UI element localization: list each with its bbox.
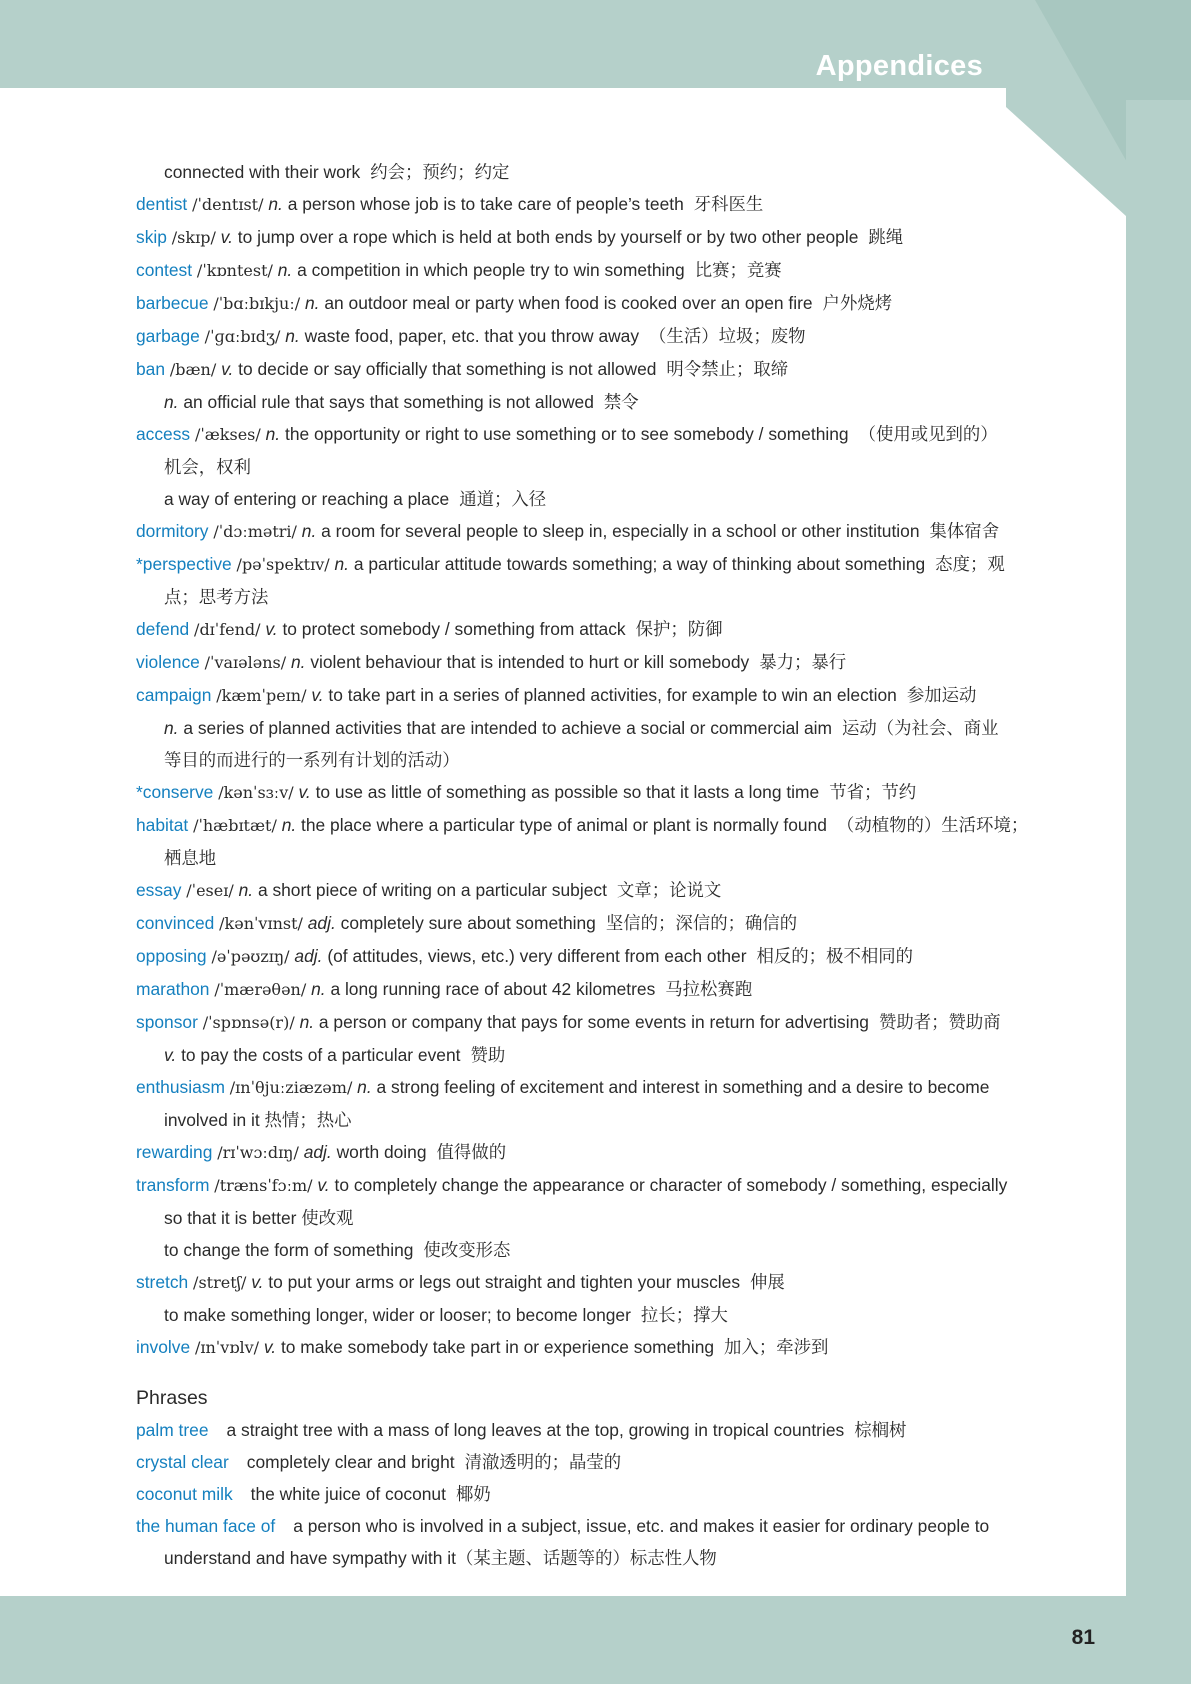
entry-line: [136, 1136, 1088, 1169]
pronunciation: /ˈɡɑːbɪdʒ/: [204, 327, 281, 346]
phrase-line: [136, 1510, 1088, 1542]
pronunciation: /trænsˈfɔːm/: [214, 1176, 313, 1195]
dictionary-entry: [136, 907, 1088, 940]
part-of-speech: n.: [277, 260, 293, 280]
headword: barbecue: [136, 293, 209, 313]
right-margin-band: [1126, 100, 1191, 1684]
part-of-speech: n.: [290, 652, 306, 672]
pronunciation: /ˈmærəθən/: [214, 980, 307, 999]
headword: convinced: [136, 913, 215, 933]
definition: a long running race of about 42 kilometres: [330, 979, 656, 999]
entry-line: [136, 907, 1088, 940]
definition: a competition in which people try to win something: [297, 260, 685, 280]
headword: ban: [136, 359, 166, 379]
definition: a series of planned activities that are intended to achieve a social or commercial aim: [183, 718, 832, 738]
definition: an official rule that says that something is not allowed: [183, 392, 594, 412]
wrapped-line: so that it is better 使改观: [164, 1208, 354, 1228]
dictionary-entry: [136, 254, 1088, 287]
entry-line: [136, 287, 1088, 320]
wrapped-line: 机会，权利: [164, 457, 251, 477]
phrase-entry: [136, 1478, 1088, 1510]
headword: stretch: [136, 1272, 189, 1292]
phrase-line: [136, 1414, 1088, 1446]
part-of-speech: n.: [334, 554, 349, 574]
chinese-translation: 明令禁止；取缔: [666, 359, 789, 379]
part-of-speech: n.: [265, 424, 281, 444]
entry-line: [136, 1169, 1088, 1202]
chinese-translation: 伸展: [750, 1272, 785, 1292]
chinese-translation: 集体宿舍: [929, 521, 1000, 541]
part-of-speech: n.: [285, 326, 300, 346]
phrase: palm tree: [136, 1420, 209, 1440]
part-of-speech: n.: [311, 979, 326, 999]
pronunciation: /ɪnˈθjuːziæzəm/: [229, 1078, 353, 1097]
definition: the place where a particular type of animal or plant is normally found: [301, 815, 827, 835]
chinese-translation: 椰奶: [455, 1484, 491, 1504]
part-of-speech: n.: [304, 293, 320, 313]
pronunciation: /bæn/: [169, 360, 217, 379]
dictionary-entry: [136, 809, 1088, 874]
entry-line: [136, 156, 1088, 188]
part-of-speech: n.: [164, 392, 179, 412]
phrase: the human face of: [136, 1516, 276, 1536]
chinese-translation: 坚信的；深信的；确信的: [605, 913, 798, 933]
dictionary-entry: [136, 1136, 1088, 1169]
chinese-translation: 马拉松赛跑: [665, 979, 753, 999]
sense-line: [136, 1299, 1088, 1331]
pronunciation: /pəˈspektɪv/: [236, 555, 330, 574]
entry-line: [136, 646, 1088, 679]
pronunciation: /ɪnˈvɒlv/: [194, 1338, 260, 1357]
pronunciation: /ˈkɒntest/: [196, 261, 273, 280]
entry-line: [136, 973, 1088, 1006]
chinese-translation: 态度；观: [935, 554, 1005, 574]
entry-line: [136, 320, 1088, 353]
part-of-speech: n.: [164, 718, 179, 738]
dictionary-entry: [136, 1071, 1088, 1136]
definition: a room for several people to sleep in, especially in a school or other institution: [321, 521, 920, 541]
dictionary-entry: [136, 320, 1088, 353]
entry-line: [136, 776, 1088, 809]
definition: to jump over a rope which is held at both ends by yourself or by two other people: [237, 227, 859, 247]
pronunciation: /əˈpəʊzɪŋ/: [211, 947, 290, 966]
part-of-speech: n.: [299, 1012, 315, 1032]
chinese-translation: 暴力；暴行: [759, 652, 847, 672]
definition: to protect somebody / something from attack: [282, 619, 626, 639]
dictionary-entry: [136, 515, 1088, 548]
chinese-translation: （动植物的）生活环境；: [836, 815, 1029, 835]
headword: essay: [136, 880, 182, 900]
phrase-entry: [136, 1446, 1088, 1478]
headword: transform: [136, 1175, 210, 1195]
pronunciation: /kæmˈpeɪn/: [216, 686, 307, 705]
chinese-translation: 值得做的: [436, 1142, 507, 1162]
sense-line: [136, 386, 1088, 418]
definition: an outdoor meal or party when food is cooked over an open fire: [324, 293, 813, 313]
headword: involve: [136, 1337, 191, 1357]
headword: access: [136, 424, 191, 444]
pronunciation: /ˈækses/: [194, 425, 261, 444]
definition: to change the form of something: [164, 1240, 414, 1260]
chinese-translation: 禁令: [603, 392, 639, 412]
part-of-speech: adj.: [303, 1142, 332, 1162]
definition: the white juice of coconut: [250, 1484, 446, 1504]
headword: dentist: [136, 194, 188, 214]
part-of-speech: v.: [263, 1337, 277, 1357]
phrase: coconut milk: [136, 1484, 233, 1504]
headword: skip: [136, 227, 167, 247]
pronunciation: /ˈvaɪələns/: [204, 653, 287, 672]
entry-line: [136, 613, 1088, 646]
dictionary-entry: [136, 613, 1088, 646]
part-of-speech: adj.: [307, 913, 336, 933]
definition: a strong feeling of excitement and interest in something and a desire to become: [376, 1077, 990, 1097]
pronunciation: /ˈhæbɪtæt/: [193, 816, 277, 835]
chinese-translation: 棕榈树: [854, 1420, 907, 1440]
part-of-speech: v.: [298, 782, 311, 802]
entry-line: [136, 353, 1088, 386]
headword: rewarding: [136, 1142, 213, 1162]
headword: violence: [136, 652, 200, 672]
wrapped-line: involved in it 热情；热心: [164, 1110, 352, 1130]
pronunciation: /ˈdentɪst/: [192, 195, 264, 214]
wrapped-line: understand and have sympathy with it（某主题、话题等的）标志性人物: [164, 1548, 717, 1568]
headword: habitat: [136, 815, 189, 835]
definition: (of attitudes, views, etc.) very different from each other: [327, 946, 747, 966]
definition: a particular attitude towards something; a way of thinking about something: [353, 554, 926, 574]
entry-line: [136, 548, 1088, 581]
entry-line: [136, 679, 1088, 712]
part-of-speech: v.: [251, 1272, 264, 1292]
entry-line: [136, 418, 1088, 451]
dictionary-entry: [136, 353, 1088, 418]
headword: marathon: [136, 979, 210, 999]
phrase-entry: [136, 1414, 1088, 1446]
dictionary-entry: [136, 418, 1088, 515]
chinese-translation: 拉长；撑大: [640, 1305, 728, 1325]
dictionary-entry: [136, 679, 1088, 776]
pronunciation: /kənˈsɜːv/: [218, 783, 294, 802]
definition: to use as little of something as possible so that it lasts a long time: [315, 782, 820, 802]
definition: violent behaviour that is intended to hurt or kill somebody: [310, 652, 750, 672]
part-of-speech: v.: [221, 359, 234, 379]
part-of-speech: n.: [268, 194, 283, 214]
definition: to make something longer, wider or looser; to become longer: [164, 1305, 631, 1325]
part-of-speech: v.: [265, 619, 278, 639]
wrapped-line: 点；思考方法: [164, 587, 269, 607]
part-of-speech: n.: [281, 815, 297, 835]
headword: dormitory: [136, 521, 209, 541]
entry-line: [136, 221, 1088, 254]
entry-line: [136, 940, 1088, 973]
dictionary-entry: [136, 874, 1088, 907]
headword: *conserve: [136, 782, 214, 802]
entry-line: [136, 809, 1088, 842]
pronunciation: /stretʃ/: [193, 1273, 247, 1292]
definition: waste food, paper, etc. that you throw away: [304, 326, 640, 346]
part-of-speech: n.: [238, 880, 254, 900]
chinese-translation: 清澈透明的；晶莹的: [464, 1452, 622, 1472]
pronunciation: /ˈeseɪ/: [186, 881, 234, 900]
footer-band: [0, 1596, 1191, 1684]
wrapped-line: 等目的而进行的一系列有计划的活动）: [164, 750, 460, 770]
phrase-entry: [136, 1510, 1088, 1574]
dictionary-entry: [136, 156, 1088, 188]
part-of-speech: adj.: [294, 946, 323, 966]
definition: connected with their work: [164, 162, 361, 182]
pronunciation: /rɪˈwɔːdɪŋ/: [217, 1143, 299, 1162]
definition: worth doing: [336, 1142, 427, 1162]
chinese-translation: 通道；入径: [459, 489, 547, 509]
part-of-speech: n.: [357, 1077, 372, 1097]
definition: a person or company that pays for some events in return for advertising: [318, 1012, 869, 1032]
dictionary-entry: [136, 1266, 1088, 1331]
sense-line: [136, 712, 1088, 744]
definition: completely sure about something: [340, 913, 596, 933]
chinese-translation: 加入；牵涉到: [724, 1337, 829, 1357]
headword: campaign: [136, 685, 212, 705]
chinese-translation: 跳绳: [868, 227, 904, 247]
chinese-translation: 牙科医生: [693, 194, 764, 214]
chinese-translation: 赞助者；赞助商: [878, 1012, 1001, 1032]
part-of-speech: v.: [220, 227, 233, 247]
phrases-heading: Phrases: [136, 1387, 208, 1409]
entry-line: [136, 874, 1088, 907]
headword: opposing: [136, 946, 207, 966]
entry-line: [136, 1331, 1088, 1364]
definition: to make somebody take part in or experience something: [280, 1337, 715, 1357]
dictionary-entry: [136, 221, 1088, 254]
chinese-translation: 文章；论说文: [616, 880, 722, 900]
pronunciation: /ˈspɒnsə(r)/: [202, 1013, 295, 1032]
phrase: crystal clear: [136, 1452, 229, 1472]
section-title: Appendices: [815, 50, 983, 82]
headword: defend: [136, 619, 190, 639]
dictionary-entry: [136, 1331, 1088, 1364]
dictionary-entry: [136, 1006, 1088, 1071]
chinese-translation: 约会；预约；约定: [370, 162, 510, 182]
pronunciation: /skɪp/: [171, 228, 216, 247]
definition: to put your arms or legs out straight and tighten your muscles: [268, 1272, 741, 1292]
dictionary-entry: [136, 940, 1088, 973]
definition: a short piece of writing on a particular subject: [257, 880, 607, 900]
chinese-translation: 使改变形态: [423, 1240, 511, 1260]
dictionary-entry: [136, 646, 1088, 679]
chinese-translation: 比赛；竞赛: [694, 260, 782, 280]
headword: garbage: [136, 326, 200, 346]
chinese-translation: 参加运动: [906, 685, 977, 705]
dictionary-entry: [136, 188, 1088, 221]
dictionary-entry: [136, 1169, 1088, 1266]
pronunciation: /ˈbɑːbɪkjuː/: [213, 294, 301, 313]
wrapped-line: 栖息地: [164, 848, 217, 868]
chinese-translation: 运动（为社会、商业: [841, 718, 999, 738]
phrase-line: [136, 1446, 1088, 1478]
dictionary-entry: [136, 973, 1088, 1006]
entry-line: [136, 515, 1088, 548]
definition: the opportunity or right to use something or to see somebody / something: [284, 424, 849, 444]
entry-line: [136, 188, 1088, 221]
definition: a way of entering or reaching a place: [164, 489, 450, 509]
headword: *perspective: [136, 554, 232, 574]
part-of-speech: v.: [311, 685, 324, 705]
entry-line: [136, 1266, 1088, 1299]
sense-line: [136, 1234, 1088, 1266]
pronunciation: /dɪˈfend/: [194, 620, 261, 639]
dictionary-entry: [136, 287, 1088, 320]
chinese-translation: 户外烧烤: [822, 293, 893, 313]
definition: a person who is involved in a subject, issue, etc. and makes it easier for ordinary people to: [293, 1516, 990, 1536]
definition: to take part in a series of planned activities, for example to win an election: [328, 685, 897, 705]
entry-line: [136, 1006, 1088, 1039]
entry-line: [136, 1071, 1088, 1104]
chinese-translation: （生活）垃圾；废物: [649, 326, 806, 346]
vocabulary-list: [136, 156, 1088, 1574]
sense-line: [136, 483, 1088, 515]
headword: contest: [136, 260, 193, 280]
chinese-translation: 节省；节约: [829, 782, 917, 802]
sense-line: [136, 1039, 1088, 1071]
part-of-speech: v.: [317, 1175, 330, 1195]
dictionary-entry: [136, 776, 1088, 809]
phrase-line: [136, 1478, 1088, 1510]
definition: completely clear and bright: [246, 1452, 455, 1472]
chinese-translation: 赞助: [470, 1045, 506, 1065]
chinese-translation: 相反的；极不相同的: [756, 946, 914, 966]
dictionary-entry: [136, 548, 1088, 613]
page-number: 81: [1071, 1626, 1095, 1649]
headword: enthusiasm: [136, 1077, 225, 1097]
headword: sponsor: [136, 1012, 198, 1032]
chinese-translation: 保护；防御: [635, 619, 723, 639]
entry-line: [136, 254, 1088, 287]
pronunciation: /kənˈvɪnst/: [219, 914, 303, 933]
pronunciation: /ˈdɔːmətri/: [213, 522, 297, 541]
definition: a straight tree with a mass of long leaves at the top, growing in tropical countries: [226, 1420, 845, 1440]
definition: to pay the costs of a particular event: [181, 1045, 461, 1065]
chinese-translation: （使用或见到的）: [858, 424, 998, 444]
part-of-speech: v.: [164, 1045, 177, 1065]
definition: a person whose job is to take care of people’s teeth: [287, 194, 684, 214]
definition: to decide or say officially that something is not allowed: [238, 359, 657, 379]
part-of-speech: n.: [301, 521, 317, 541]
definition: to completely change the appearance or character of somebody / something, especially: [334, 1175, 1008, 1195]
